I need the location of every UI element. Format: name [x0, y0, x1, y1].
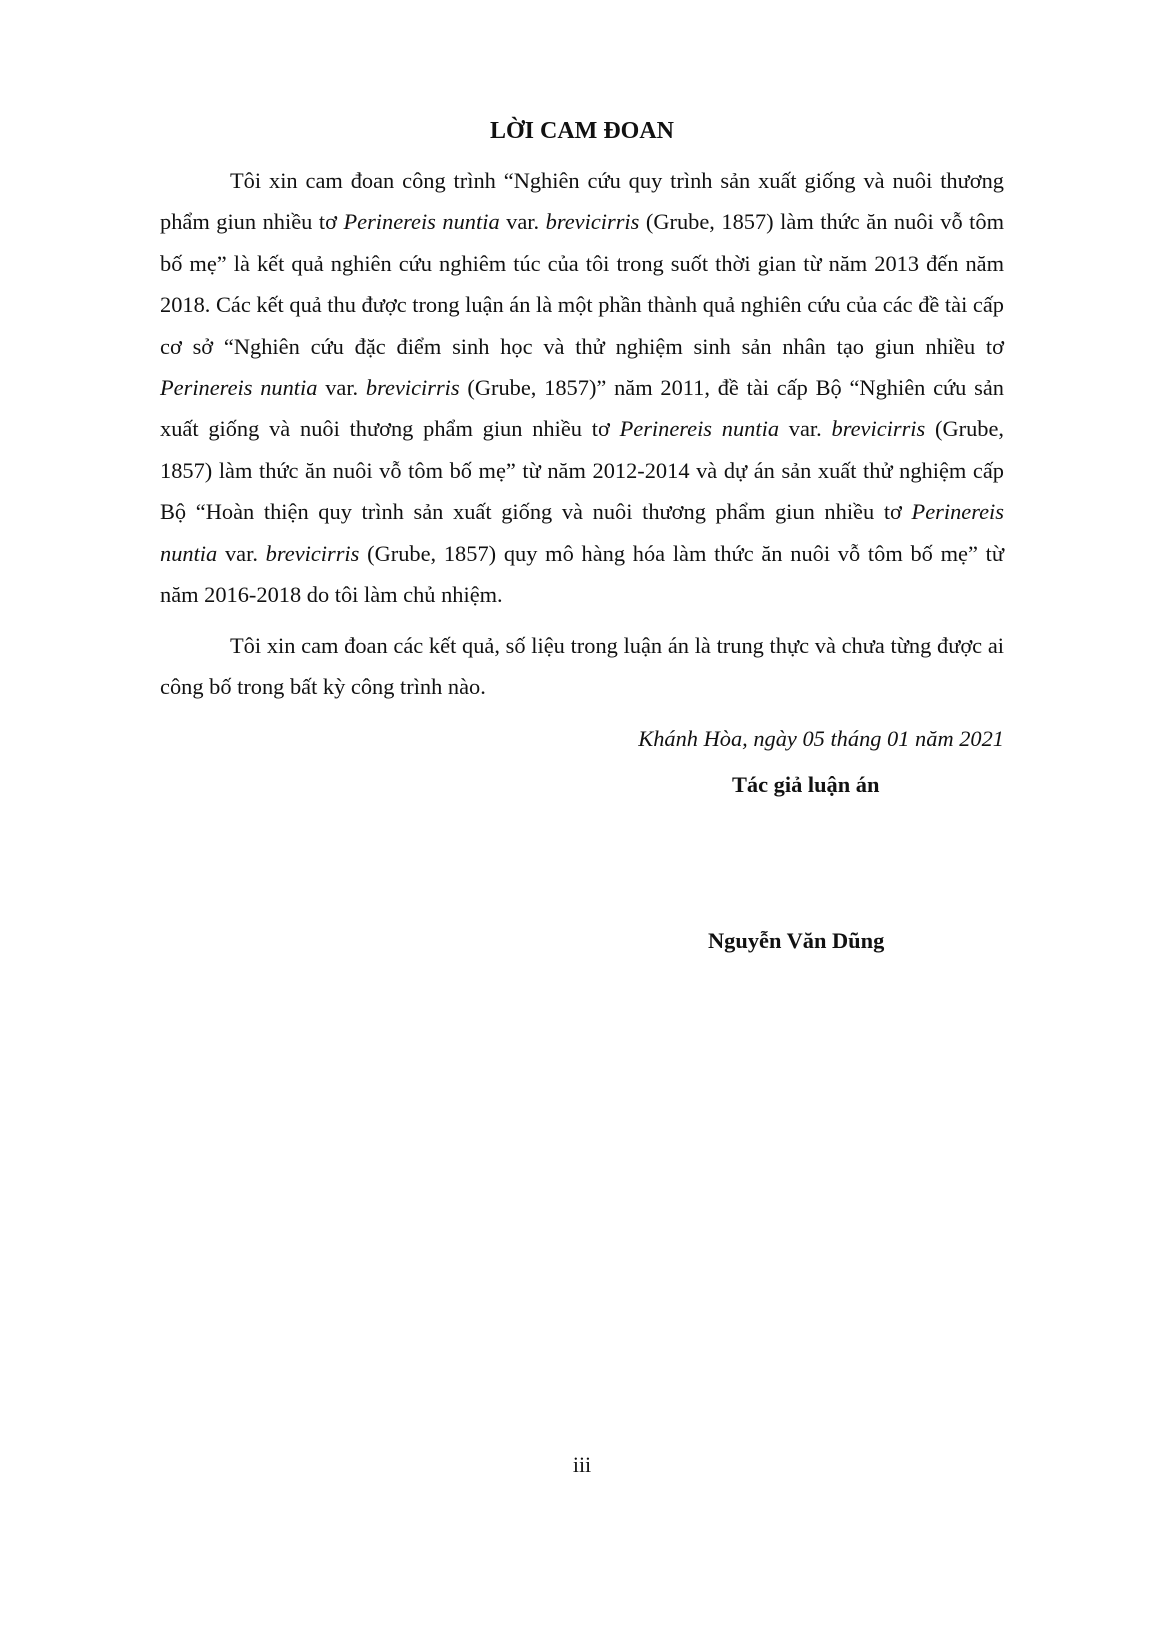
species-name: Perinereis nuntia	[619, 416, 780, 442]
text-segment: Tôi xin cam đoan công trình “Nghiên cứu quy trình sản xuất giống và nuôi thương phẩm giun nhiều tơ	[160, 168, 1004, 235]
document-page	[160, 0, 1004, 1637]
signature-name: Nguyễn Văn Dũng	[708, 928, 885, 953]
species-variety: brevicirris	[545, 209, 640, 235]
species-name: Perinereis nuntia	[160, 499, 1004, 566]
text-segment: (Grube, 1857) quy mô hàng hóa làm thức ăn nuôi vỗ tôm bố mẹ” từ năm 2016-2018 do tôi làm chủ nhiệm.	[160, 540, 1004, 608]
page-number: iii	[572, 1452, 592, 1477]
declaration-paragraph-2: Tôi xin cam đoan các kết quả, số liệu trong luận án là trung thực và chưa từng được ai công bố trong bất kỳ công trình nào.	[160, 633, 1004, 700]
text-segment: var.	[217, 540, 266, 566]
text-segment: (Grube, 1857) làm thức ăn nuôi vỗ tôm bố mẹ” từ năm 2012-2014 và dự án sản xuất thử nghiệm cấp Bộ “Hoàn thiện quy trình sản xuất giống và nuôi thương phẩm giun nhiều tơ	[160, 416, 1004, 525]
signature-place-date: Khánh Hòa, ngày 05 tháng 01 năm 2021	[638, 726, 1004, 751]
page-title: LỜI CAM ĐOAN	[490, 118, 674, 144]
text-segment: var.	[317, 375, 366, 401]
species-variety: brevicirris	[265, 540, 360, 566]
species-variety: brevicirris	[831, 416, 926, 442]
species-variety: brevicirris	[365, 375, 460, 401]
species-name: Perinereis nuntia	[160, 375, 318, 401]
text-segment: (Grube, 1857) làm thức ăn nuôi vỗ tôm bố mẹ” là kết quả nghiên cứu nghiêm túc của tôi trong suốt thời gian từ năm 2013 đến năm 2018. Các kết quả thu được trong luận án là một phần thành quả nghiên cứu của các đề tài cấp cơ sở “Nghiên cứu đặc điểm sinh học và thử nghiệm sinh sản nhân tạo giun nhiều tơ	[160, 209, 1004, 359]
signature-role: Tác giả luận án	[732, 772, 880, 797]
text-segment: var.	[499, 209, 546, 235]
declaration-paragraph-1	[160, 160, 1004, 615]
text-segment: var.	[779, 416, 832, 442]
species-name: Perinereis nuntia	[343, 209, 500, 235]
text-segment: (Grube, 1857)” năm 2011, đề tài cấp Bộ “Nghiên cứu sản xuất giống và nuôi thương phẩm giun nhiều tơ	[160, 375, 1004, 442]
